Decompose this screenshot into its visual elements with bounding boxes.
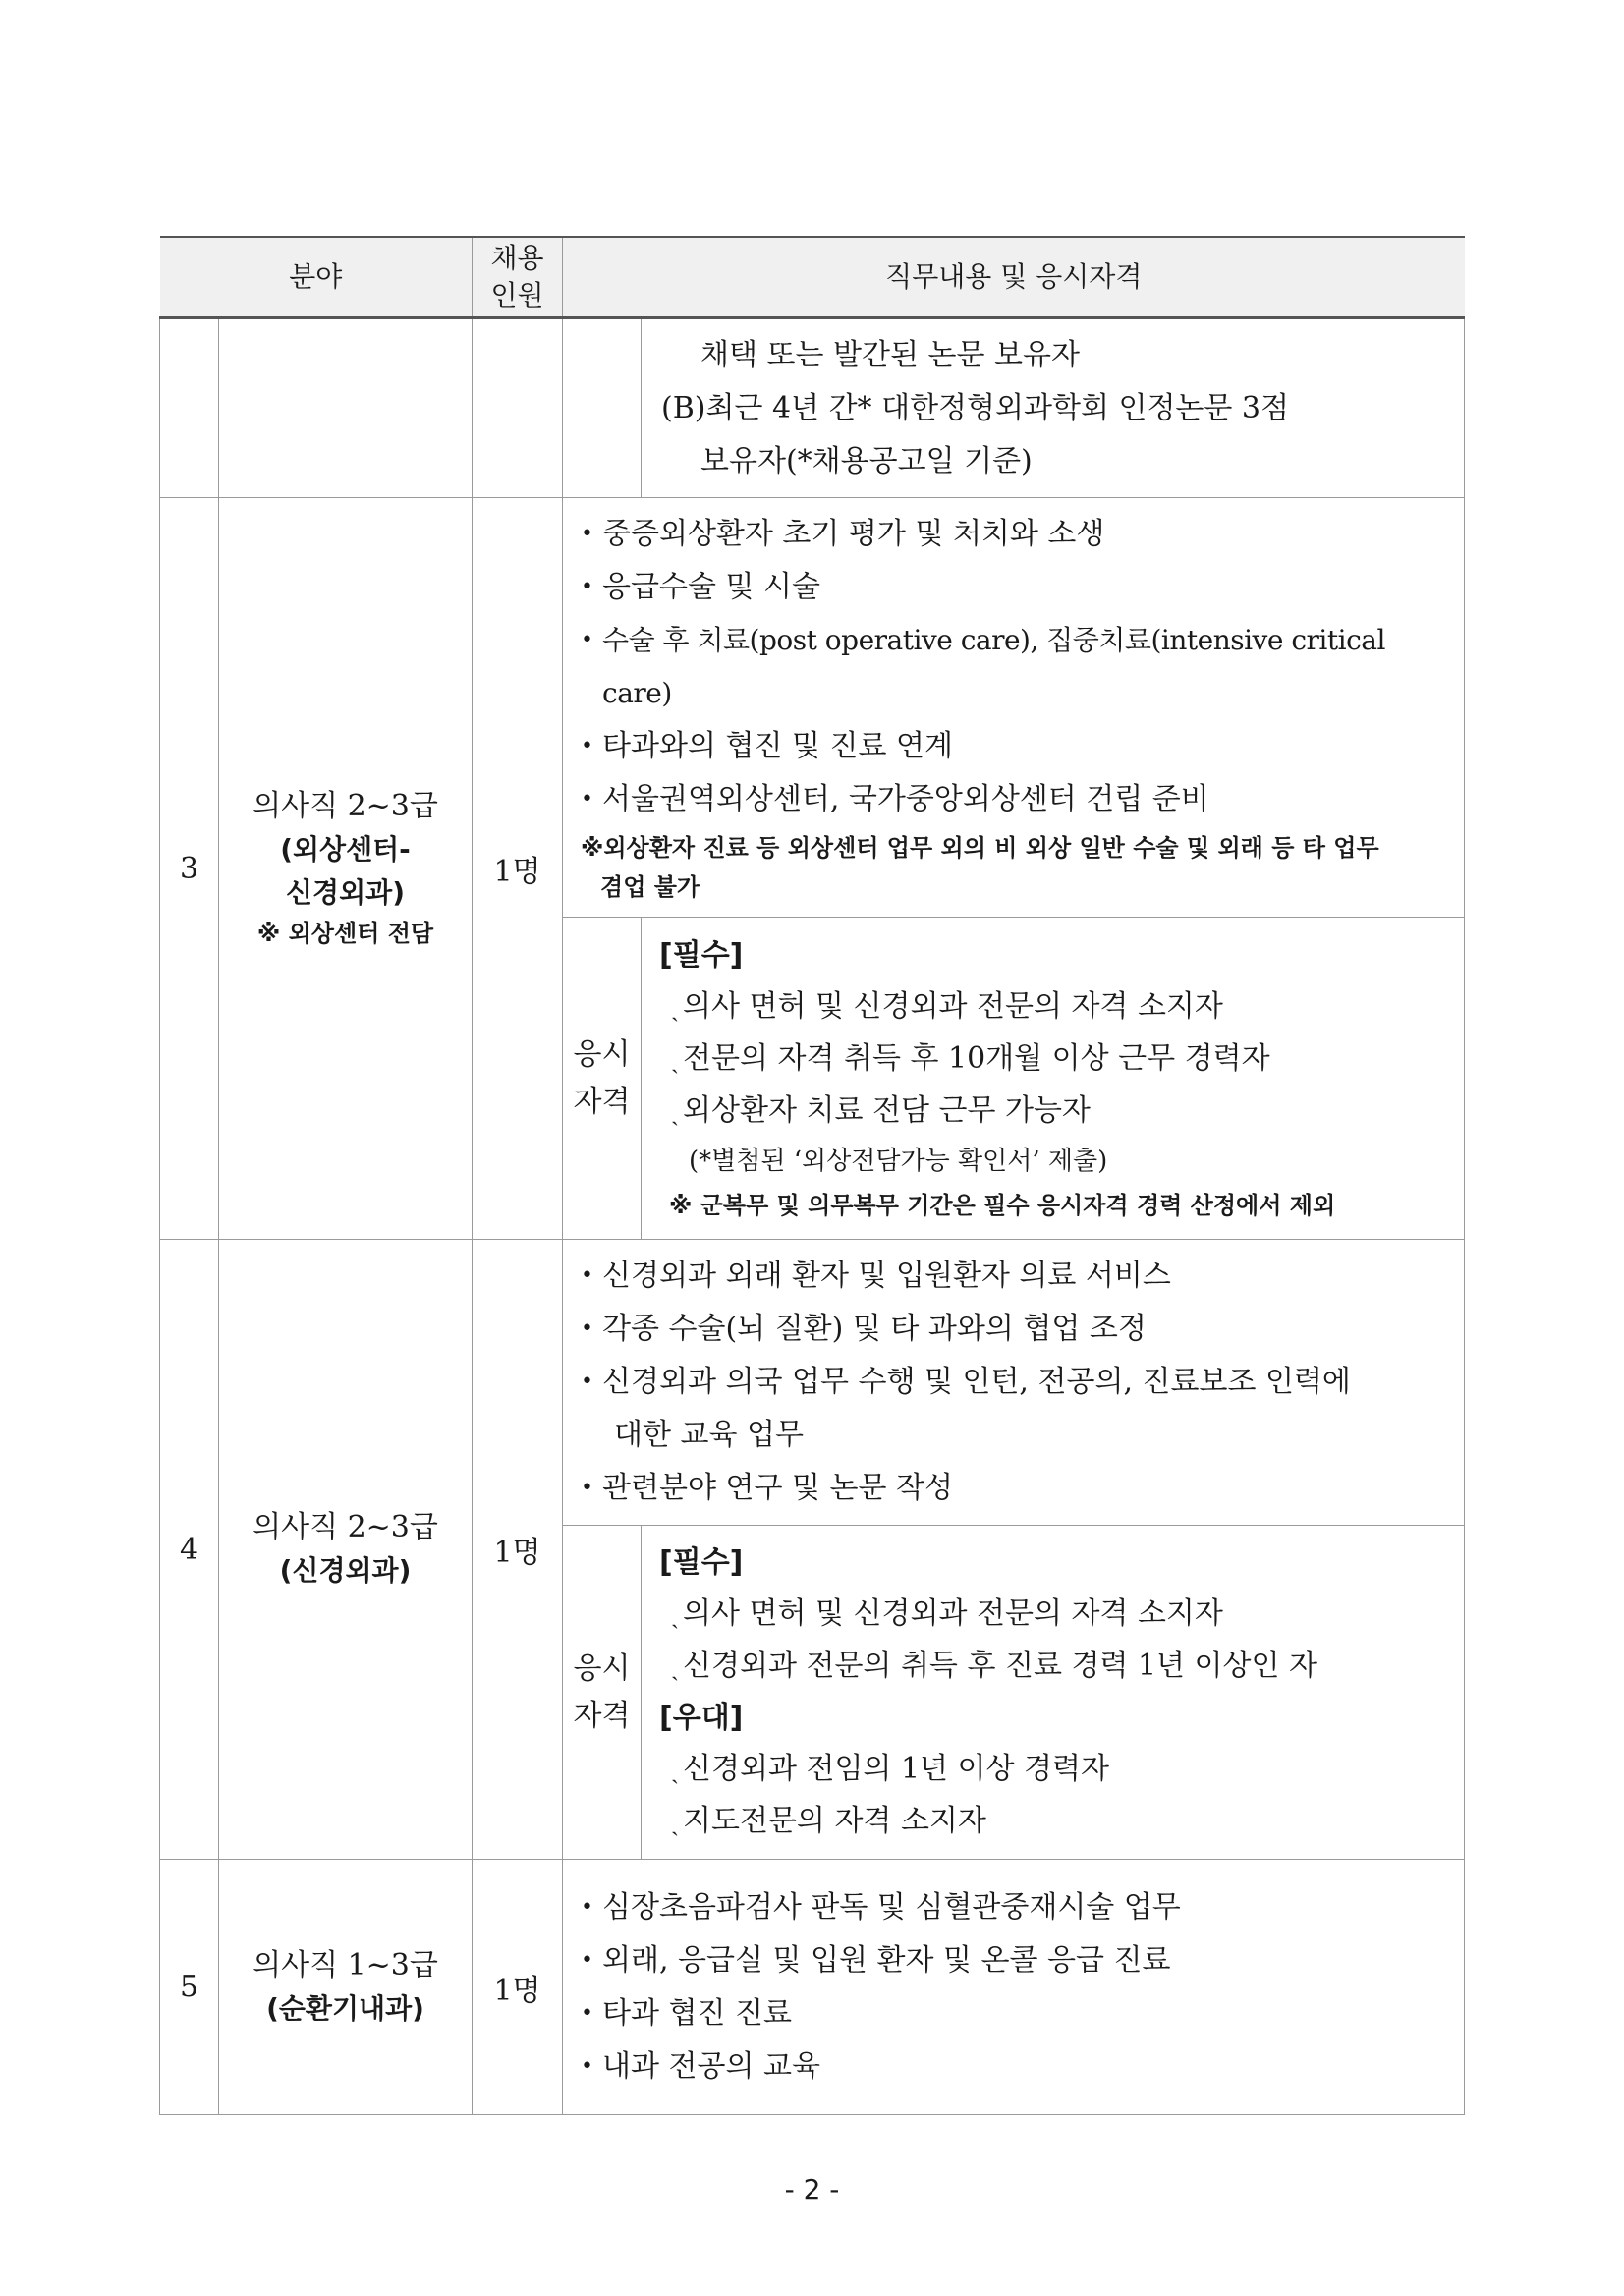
department-line: (순환기내과) <box>266 1991 424 2025</box>
duty-note: 겸업 불가 <box>600 873 700 901</box>
count-cell <box>473 498 563 1240</box>
duty-item: • 내과 전공의 교육 <box>581 2041 1454 2094</box>
continued-line: 채택 또는 발간된 논문 보유자 <box>700 337 1080 372</box>
duty-list <box>563 1872 1464 2103</box>
qualification-subnote: (*별첨된 ‘외상전담가능 확인서’ 제출) <box>689 1147 1108 1176</box>
row-number-text: 3 <box>179 851 199 886</box>
row-num-continued <box>160 318 219 498</box>
header-duty: 직무내용 및 응시자격 <box>563 237 1465 318</box>
duty-cell <box>563 1860 1465 2115</box>
table-row <box>160 1860 1465 2115</box>
qualification-label: 응시 <box>573 1651 631 1686</box>
duty-cell <box>563 1240 1465 1526</box>
row-number-text: 4 <box>179 1532 199 1567</box>
count-cell <box>473 1240 563 1860</box>
duty-item: • 수술 후 치료(post operative care), 집중치료(intensive critical care) <box>581 614 1454 720</box>
page-number: - 2 - <box>784 2173 840 2206</box>
field-cell-continued <box>219 318 473 498</box>
continued-line: (B)최근 4년 간* 대한정형외과학회 인정논문 3점 <box>661 390 1289 425</box>
qualification-item <box>659 981 1456 1034</box>
qualification-item-text: 지도전문의 자격 소지자 <box>683 1803 986 1838</box>
qualification-label: 자격 <box>573 1698 631 1733</box>
field-cell <box>219 1240 473 1860</box>
qualification-label-cell <box>563 918 642 1240</box>
qualification-item <box>659 1641 1456 1693</box>
qualification-warning: ※ 군복무 및 의무복무 기간은 필수 응시자격 경력 산정에서 제외 <box>669 1192 1336 1219</box>
row-number <box>160 498 219 1240</box>
duty-list <box>563 1240 1464 1525</box>
qualification-label: 응시 <box>573 1036 631 1072</box>
duty-item: • 외래, 응급실 및 입원 환자 및 온콜 응급 진료 <box>581 1934 1454 1988</box>
duty-cell <box>563 498 1465 918</box>
qualification-item <box>659 1744 1456 1796</box>
duty-item: • 서울권역외상센터, 국가중앙외상센터 건립 준비 <box>581 773 1454 826</box>
field-cell <box>219 498 473 1240</box>
duty-item: • 신경외과 의국 업무 수행 및 인턴, 전공의, 진료보조 인력에 <box>581 1356 1454 1409</box>
count-cell <box>473 1860 563 2115</box>
duty-item-continuation: 대한 교육 업무 <box>614 1418 804 1452</box>
tick-mark-icon: ˎ <box>671 1046 680 1074</box>
qualification-cell <box>642 1526 1465 1860</box>
sub-cell-continued <box>563 318 642 498</box>
count-cell-continued <box>473 318 563 498</box>
recruitment-table <box>159 236 1465 2115</box>
header-count-line1: 채용 <box>490 242 544 274</box>
qualification-item <box>659 1589 1456 1641</box>
qualification-item <box>659 1086 1456 1138</box>
duty-item: • 타과와의 협진 및 진료 연계 <box>581 720 1454 773</box>
hire-count: 1명 <box>493 855 541 889</box>
tick-mark-icon: ˎ <box>671 994 680 1022</box>
content-cell-continued <box>642 318 1465 498</box>
duty-item: • 심장초음파검사 판독 및 심혈관중재시술 업무 <box>581 1881 1454 1934</box>
qualification-heading: [필수] <box>659 938 744 973</box>
duty-item: • 신경외과 외래 환자 및 입원환자 의료 서비스 <box>581 1250 1454 1303</box>
department-line: (외상센터- <box>280 833 411 866</box>
duty-item: • 관련분야 연구 및 논문 작성 <box>581 1462 1454 1515</box>
table-row <box>160 1240 1465 1526</box>
qualification-item-text: 의사 면허 및 신경외과 전문의 자격 소지자 <box>683 989 1223 1024</box>
qualification-label-cell <box>563 1526 642 1860</box>
qualification-item <box>659 1796 1456 1848</box>
qualification-cell <box>642 918 1465 1240</box>
table-header-row <box>160 237 1465 318</box>
duty-note: ※외상환자 진료 등 외상센터 업무 외의 비 외상 일반 수술 및 외래 등 타 업무 <box>581 834 1379 862</box>
tick-mark-icon: ˎ <box>671 1808 680 1836</box>
field-note: ※ 외상센터 전담 <box>256 920 434 947</box>
qualification-item-text: 전문의 자격 취득 후 10개월 이상 근무 경력자 <box>683 1041 1270 1076</box>
hire-count: 1명 <box>493 1536 541 1570</box>
position-title: 의사직 2~3급 <box>252 789 438 823</box>
duty-item: • 각종 수술(뇌 질환) 및 타 과와의 협업 조정 <box>581 1303 1454 1356</box>
header-field: 분야 <box>160 237 473 318</box>
qualification-heading: [우대] <box>659 1700 744 1735</box>
qualification-item-text: 신경외과 전임의 1년 이상 경력자 <box>683 1751 1109 1786</box>
position-title: 의사직 1~3급 <box>252 1947 438 1983</box>
qualification-label: 자격 <box>573 1084 631 1119</box>
department-line: (신경외과) <box>279 1554 412 1587</box>
duty-list <box>563 498 1464 917</box>
field-cell <box>219 1860 473 2115</box>
tick-mark-icon: ˎ <box>671 1652 680 1681</box>
row-number <box>160 1240 219 1860</box>
header-count-line2: 인원 <box>490 279 544 311</box>
table-row <box>160 498 1465 918</box>
duty-item: • 중증외상환자 초기 평가 및 처치와 소생 <box>581 508 1454 561</box>
qualification-item-text: 외상환자 치료 전담 근무 가능자 <box>683 1093 1091 1128</box>
hire-count: 1명 <box>493 1973 541 2008</box>
row-number <box>160 1860 219 2115</box>
tick-mark-icon: ˎ <box>671 1600 680 1629</box>
tick-mark-icon: ˎ <box>671 1098 680 1126</box>
header-count <box>473 237 563 318</box>
table-row-continued <box>160 318 1465 498</box>
continued-line: 보유자(*채용공고일 기준) <box>700 443 1033 478</box>
qualification-item-text: 신경외과 전문의 취득 후 진료 경력 1년 이상인 자 <box>683 1648 1318 1683</box>
row-number-text: 5 <box>179 1970 199 2004</box>
qualification-item-text: 의사 면허 및 신경외과 전문의 자격 소지자 <box>683 1596 1223 1631</box>
qualification-heading: [필수] <box>659 1544 744 1580</box>
duty-item: • 타과 협진 진료 <box>581 1988 1454 2041</box>
department-line: 신경외과) <box>286 876 405 909</box>
tick-mark-icon: ˎ <box>671 1756 680 1784</box>
position-title: 의사직 2~3급 <box>252 1510 438 1544</box>
duty-item: • 응급수술 및 시술 <box>581 561 1454 614</box>
qualification-item <box>659 1034 1456 1086</box>
